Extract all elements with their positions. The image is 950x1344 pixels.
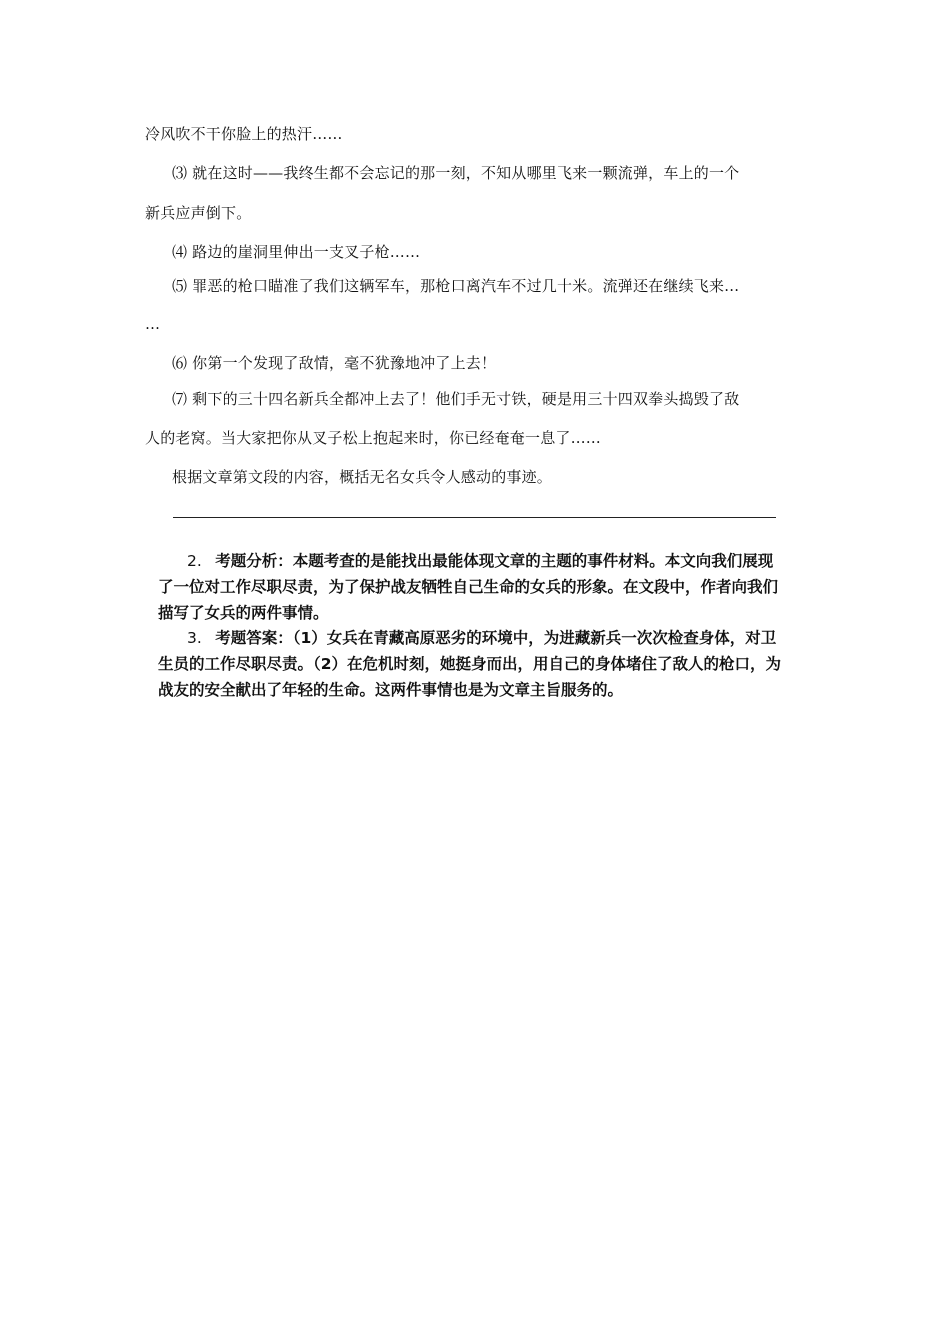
paragraph-4: ⑷ 路边的崖洞里伸出一支叉子枪……	[172, 243, 421, 261]
analysis-line-1	[187, 550, 773, 572]
paragraph-6: ⑹ 你第一个发现了敌情，毫不犹豫地冲了上去！	[172, 354, 497, 372]
passage-line: 冷风吹不干你脸上的热汗……	[145, 125, 343, 143]
answer-line	[173, 517, 776, 518]
analysis-line-3: 描写了女兵的两件事情。	[158, 604, 329, 622]
paragraph-3-line-1: ⑶ 就在这时——我终生都不会忘记的那一刻，不知从哪里飞来一颗流弹，车上的一个	[172, 164, 740, 182]
paragraph-5-line-2: …	[145, 315, 161, 333]
paragraph-3-line-2: 新兵应声倒下。	[145, 204, 252, 222]
paragraph-5-line-1: ⑸ 罪恶的枪口瞄准了我们这辆军车，那枪口离汽车不过几十米。流弹还在继续飞来…	[172, 277, 740, 295]
answer-key-number: 3.	[187, 629, 202, 647]
paragraph-7-line-2: 人的老窝。当大家把你从叉子松上抱起来时，你已经奄奄一息了……	[145, 429, 602, 447]
answer-key-line-1	[187, 627, 776, 649]
paragraph-7-line-1: ⑺ 剩下的三十四名新兵全都冲上去了！他们手无寸铁，硬是用三十四双拳头捣毁了敌	[172, 390, 740, 408]
analysis-number: 2.	[187, 552, 202, 570]
analysis-line-2: 了一位对工作尽职尽责，为了保护战友牺牲自己生命的女兵的形象。在文段中，作者向我们	[158, 578, 779, 596]
answer-key-line-2: 生员的工作尽职尽责。（2）在危机时刻，她挺身而出，用自己的身体堵住了敌人的枪口，为	[158, 655, 782, 673]
answer-key-line-3: 战友的安全献出了年轻的生命。这两件事情也是为文章主旨服务的。	[158, 681, 624, 699]
analysis-text: 考题分析：本题考查的是能找出最能体现文章的主题的事件材料。本文向我们展现	[215, 552, 774, 570]
answer-key-text: 考题答案：（1）女兵在青藏高原恶劣的环境中，为进藏新兵一次次检查身体，对卫	[215, 629, 777, 647]
question-text: 根据文章第文段的内容，概括无名女兵令人感动的事迹。	[172, 468, 553, 486]
